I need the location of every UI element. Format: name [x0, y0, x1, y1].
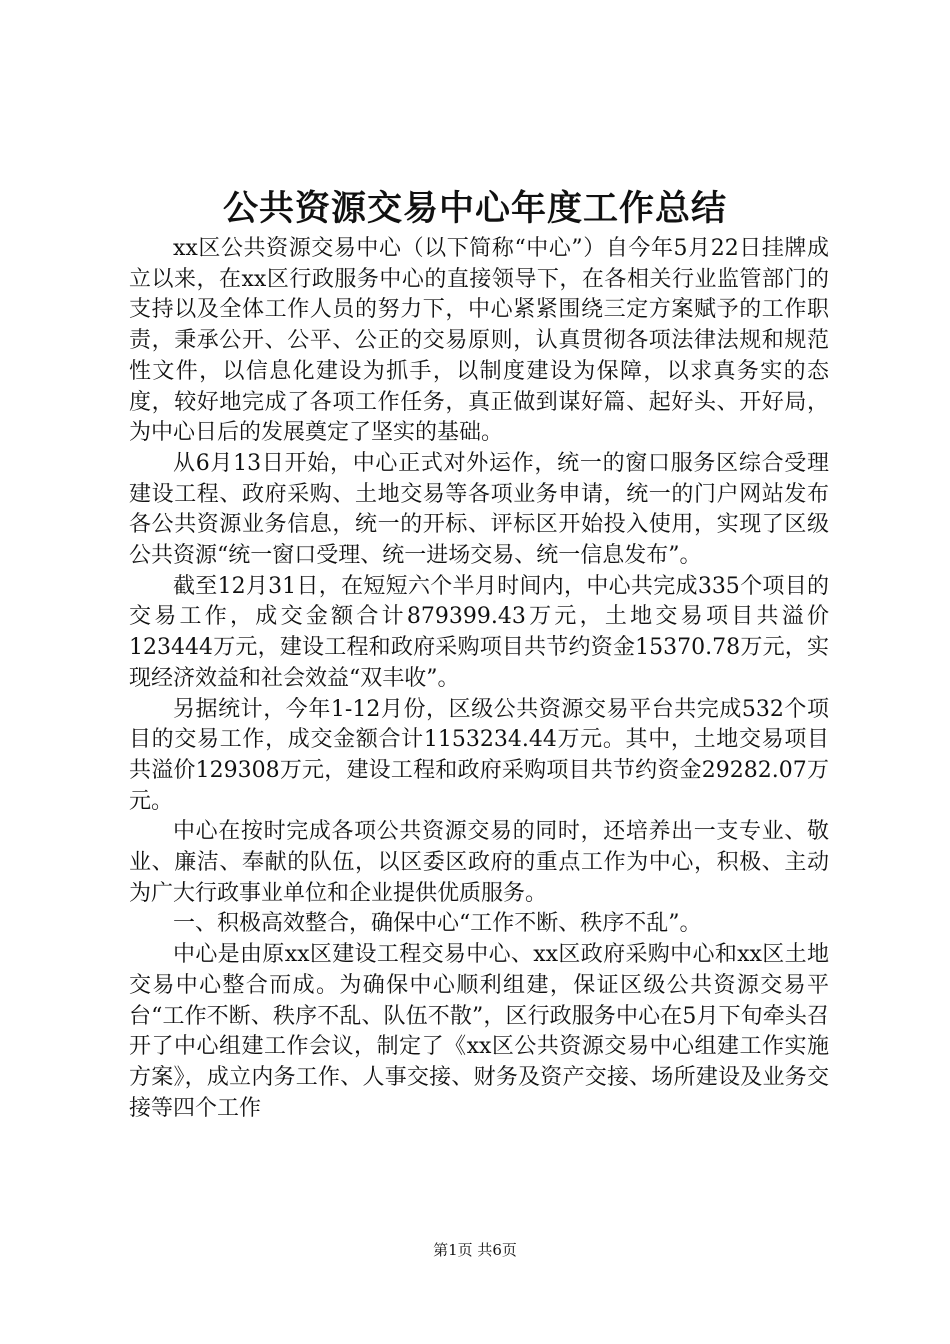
section-heading: 一、积极高效整合，确保中心“工作不断、秩序不乱”。 — [173, 911, 702, 937]
paragraph: 中心是由原xx区建设工程交易中心、xx区政府采购中心和xx区土地交易中心整合而成。为确保中心顺利组建，保证区级公共资源交易平台“工作不断、秩序不乱、队伍不散”，区行政服务中心在5月下旬牵头召开了中心组建工作会议，制定了《xx区公共资源交易中心组建工作实施方案》，成立内务工作、人事交接、财务及资产交接、场所建设及业务交接等四个工作 — [129, 942, 829, 1121]
document-title: 公共资源交易中心年度工作总结 — [222, 188, 727, 229]
paragraph: 从6月13日开始，中心正式对外运作，统一的窗口服务区综合受理建设工程、政府采购、土地交易等各项业务申请，统一的门户网站发布各公共资源业务信息，统一的开标、评标区开始投入使用，实现了区级公共资源“统一窗口受理、统一进场交易、统一信息发布”。 — [129, 450, 829, 569]
document-body — [129, 234, 829, 1124]
paragraph: 另据统计，今年1-12月份，区级公共资源交易平台共完成532个项目的交易工作，成交金额合计1153234.44万元。其中，土地交易项目共溢价129308万元，建设工程和政府采购项目共节约资金29282.07万元。 — [129, 696, 829, 814]
paragraph: xx区公共资源交易中心（以下简称“中心”）自今年5月22日挂牌成立以来，在xx区行政服务中心的直接领导下，在各相关行业监管部门的支持以及全体工作人员的努力下，中心紧紧围绕三定方案赋予的工作职责，秉承公开、公平、公正的交易原则，认真贯彻各项法律法规和规范性文件，以信息化建设为抓手，以制度建设为保障，以求真务实的态度，较好地完成了各项工作任务，真正做到谋好篇、起好头、开好局，为中心日后的发展奠定了坚实的基础。 — [129, 236, 829, 446]
paragraph: 中心在按时完成各项公共资源交易的同时，还培养出一支专业、敬业、廉洁、奉献的队伍，以区委区政府的重点工作为中心，积极、主动为广大行政事业单位和企业提供优质服务。 — [129, 819, 829, 906]
page-number: 第1页 共6页 — [433, 1241, 517, 1259]
paragraph: 截至12月31日，在短短六个半月时间内，中心共完成335个项目的交易工作，成交金额合计879399.43万元，土地交易项目共溢价123444万元，建设工程和政府采购项目共节约资金15370.78万元，实现经济效益和社会效益“双丰收”。 — [129, 573, 829, 691]
